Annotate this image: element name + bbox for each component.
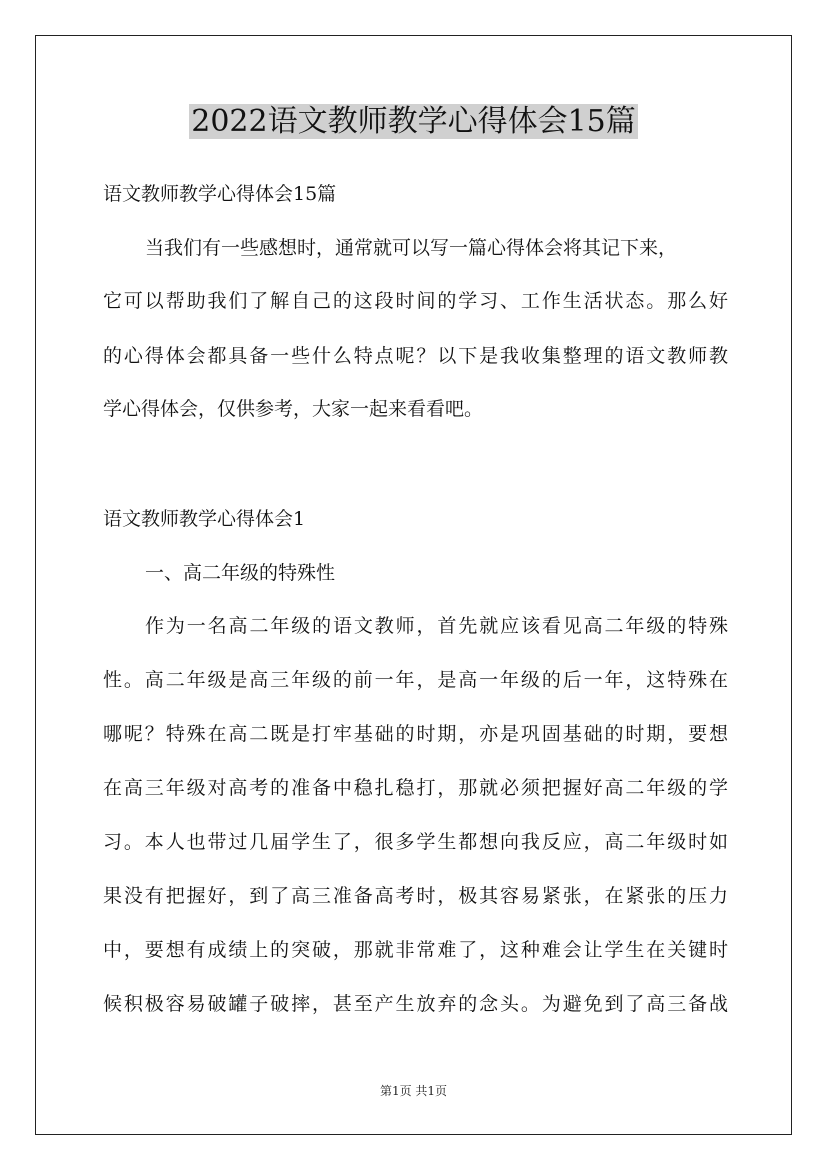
intro-line: 学心得体会，仅供参考，大家一起来看看吧。 <box>103 398 484 420</box>
body-line: 性。高二年级是高三年级的前一年，是高一年级的后一年，这特殊在 <box>103 669 728 691</box>
body-line: 在高三年级对高考的准备中稳扎稳打，那就必须把握好高二年级的学 <box>103 777 728 799</box>
document-title-text: 2022语文教师教学心得体会15篇 <box>191 104 636 139</box>
section-heading: 语文教师教学心得体会1 <box>103 508 306 530</box>
body-line: 习。本人也带过几届学生了，很多学生都想向我反应，高二年级时如 <box>103 831 728 853</box>
intro-line: 的心得体会都具备一些什么特点呢？以下是我收集整理的语文教师教 <box>103 345 728 367</box>
page-footer: 第1页 共1页 <box>379 1084 448 1098</box>
body-line: 中，要想有成绩上的突破，那就非常难了，这种难会让学生在关键时 <box>103 939 728 961</box>
body-line: 候积极容易破罐子破摔，甚至产生放弃的念头。为避免到了高三备战 <box>103 993 728 1015</box>
body-line: 果没有把握好，到了高三准备高考时，极其容易紧张，在紧张的压力 <box>103 885 728 907</box>
body-line: 作为一名高二年级的语文教师，首先就应该看见高二年级的特殊 <box>145 615 728 637</box>
document-subtitle: 语文教师教学心得体会15篇 <box>103 183 337 205</box>
body-line: 哪呢？特殊在高二既是打牢基础的时期，亦是巩固基础的时期，要想 <box>103 723 728 745</box>
subsection-heading: 一、高二年级的特殊性 <box>145 562 336 584</box>
intro-line: 它可以帮助我们了解自己的这段时间的学习、工作生活状态。那么好 <box>103 290 728 312</box>
document-title <box>0 100 827 144</box>
intro-line: 当我们有一些感想时，通常就可以写一篇心得体会将其记下来， <box>145 237 678 259</box>
